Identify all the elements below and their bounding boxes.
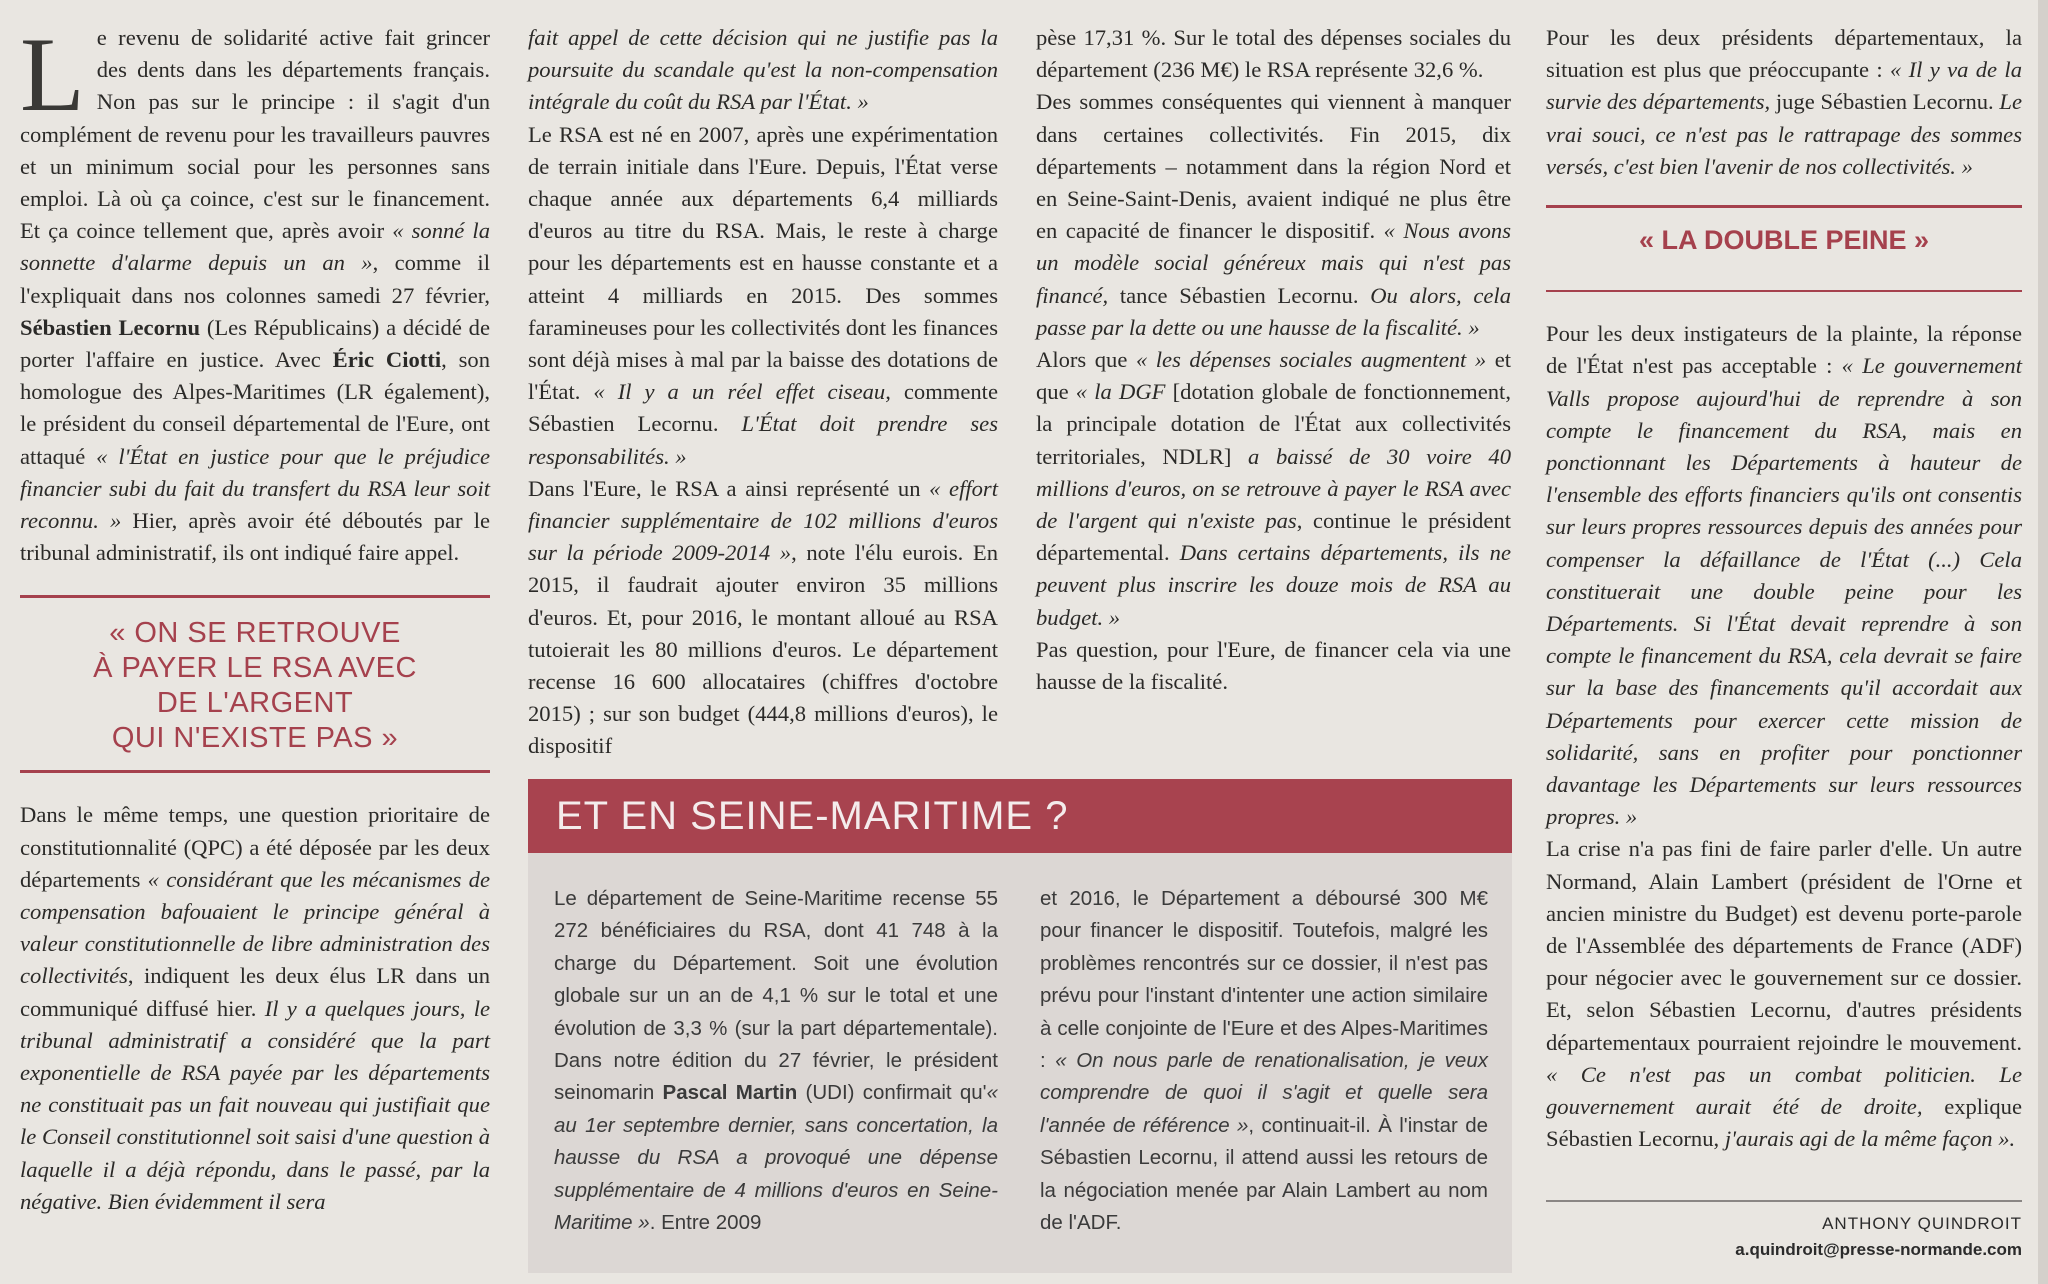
- box-paragraph: [554, 883, 998, 1239]
- person-name: Sébastien Lecornu: [20, 314, 201, 340]
- quote: « Nous avons un modèle social généreux mais qui n'est pas financé,: [1036, 218, 1511, 308]
- text-run: , note l'élu eurois. En 2015, il faudrait ajouter environ 35 millions d'euros. Et, pour 2016, le montant alloué au RSA tutoierait les 80 millions d'euros. Le département recense 16 600 allocataires (chiffres d'octobre 2015) ; sur son budget (444,8 millions d'euros), le dispositif: [528, 540, 998, 759]
- text-run: (Les Républicains) a décidé de porter l'affaire en justice. Avec: [20, 314, 490, 373]
- pull-quote-line: QUI N'EXISTE PAS »: [111, 722, 399, 755]
- sidebar-box-column-2: [1040, 883, 1488, 1239]
- article-paragraph: [528, 473, 998, 763]
- text-run: Alors que: [1036, 347, 1136, 373]
- text-run: Hier, après avoir été déboutés par le tribunal administratif, ils ont indiqué faire appel.: [20, 508, 490, 566]
- quote: Il y a quelques jours, le tribunal administratif a considéré que la part exponentielle de RSA payée par les départements ne constituait pas un fait nouveau qui justifiait que le Conseil constitutionnel soit saisi d'une question à laquelle il a déjà répondu, dans le passé, par la négative. Bien évidemment il sera: [20, 995, 490, 1214]
- text-run: . Entre 2009: [649, 1211, 762, 1235]
- person-name: Éric Ciotti: [332, 347, 442, 373]
- box-paragraph: [1040, 883, 1488, 1239]
- text-run: (UDI) confirmait qu': [797, 1081, 987, 1105]
- text-run: Dans l'Eure, le RSA a ainsi représenté un: [528, 475, 930, 501]
- section-subhead: « LA DOUBLE PEINE »: [1546, 205, 2022, 292]
- text-run: e revenu de solidarité active fait grincer des dents dans les départements français. Non pas sur le principe : il s'agit d'un complément de revenu pour les travailleurs pauvres et un minimum social pour les personnes sans emploi. Là où ça coince, c'est sur le financement. Et ça coince tellement que, après avoir: [20, 25, 490, 244]
- article-paragraph: [528, 119, 998, 473]
- text-run: Pour les deux instigateurs de la plainte, la réponse de l'État n'est pas acceptable :: [1546, 321, 2022, 379]
- quote: Le vrai souci, ce n'est pas le rattrapage des sommes versés, c'est bien l'avenir de nos collectivités. »: [1546, 89, 2022, 179]
- text-run: Des sommes conséquentes qui viennent à manquer dans certaines collectivités. Fin 2015, dix départements – notamment dans la région Nord et en Seine-Saint-Denis, avaient indiqué ne plus être en capacité de financer le dispositif.: [1036, 89, 1511, 244]
- sidebar-box: [528, 853, 1512, 1273]
- text-run: , continuait-il. À l'instar de Sébastien Lecornu, il attend aussi les retours de la négociation menée par Alain Lambert au nom de l'ADF.: [1040, 1113, 1489, 1235]
- text-run: , continue le président départemental.: [1036, 508, 1511, 566]
- text-run: tance Sébastien Lecornu.: [1108, 282, 1371, 308]
- text-run: [dotation globale de fonctionnement, la principale dotation de l'État aux collectivités territoriales, NDLR]: [1036, 379, 1511, 469]
- article-paragraph: [20, 799, 490, 1218]
- article-paragraph: pèse 17,31 %. Sur le total des dépenses sociales du département (236 M€) le RSA représente 32,6 %.: [1036, 25, 1511, 83]
- pull-quote-line: « ON SE RETROUVE: [109, 617, 401, 650]
- text-run: juge Sébastien Lecornu.: [1770, 89, 2000, 115]
- quote: « les dépenses sociales augmentent »: [1135, 347, 1487, 373]
- article-column-3: [1036, 22, 1511, 698]
- article-paragraph: [1036, 86, 1511, 344]
- quote: « Le gouvernement Valls propose aujourd'hui de reprendre à son compte le financement du RSA, mais en ponctionnant les Départements à hauteur de l'ensemble des efforts financiers qu'ils ont consentis sur leurs propres ressources depuis des années pour compenser la défaillance de l'État (...) Cela constituerait une double peine pour les Départements. Si l'État devait reprendre à son compte le financement du RSA, cela devrait se faire sur la base des financements qu'il accordait aux Départements pour exercer cette mission de solidarité, sans en profiter pour ponctionner davantage les Départements sur leurs ressources propres. »: [1546, 353, 2022, 830]
- text-run: La crise n'a pas fini de faire parler d'elle. Un autre Normand, Alain Lambert (président de l'Orne et ancien ministre du Budget) est devenu porte-parole de l'Assemblée des départements de France (ADF) pour négocier avec le gouvernement sur ce dossier. Et, selon Sébastien Lecornu, d'autres présidents départementaux pourraient rejoindre le mouvement.: [1546, 836, 2022, 1055]
- article-paragraph: [1546, 833, 2022, 1155]
- quote: « la DGF: [1075, 379, 1166, 405]
- quote: j'aurais agi de la même façon ».: [1724, 1126, 2016, 1152]
- article-paragraph: Pas question, pour l'Eure, de financer cela via une hausse de la fiscalité.: [1036, 636, 1511, 695]
- pull-quote-line: À PAYER LE RSA AVEC: [93, 652, 417, 685]
- article-paragraph: [1546, 318, 2022, 833]
- quote: « Il y a un réel effet ciseau,: [593, 379, 891, 405]
- quote: L'État doit prendre ses responsabilités. »: [528, 411, 998, 469]
- paper-edge: [2038, 0, 2048, 1284]
- text-run: Le RSA est né en 2007, après une expérimentation de terrain initiale dans l'Eure. Depuis, l'État verse chaque année aux départements 6,4 milliards d'euros au titre du RSA. Mais, le reste à charge pour les départements est en hausse constante et a atteint 4 milliards en 2015. Des sommes faramineuses pour les collectivités dont les finances sont déjà mises à mal par la baisse des dotations de l'État.: [528, 121, 998, 405]
- pull-quote: [20, 595, 490, 773]
- quote: « effort financier supplémentaire de 102 millions d'euros sur la période 2009-2014 »: [528, 475, 998, 566]
- article-paragraph: [20, 16, 490, 569]
- person-name: Pascal Martin: [662, 1081, 798, 1105]
- text-run: Le département de Seine-Maritime recense 55 272 bénéficiaires du RSA, dont 41 748 à la charge du Département. Soit une évolution globale sur un an de 4,1 % sur le total et une évolution de 3,3 % (sur la part départementale). Dans notre édition du 27 février, le président seinomarin: [554, 887, 998, 1105]
- article-column-1: [20, 16, 490, 1218]
- text-run: Dans le même temps, une question prioritaire de constitutionnalité (QPC) a été déposée par les deux départements: [20, 802, 490, 892]
- sidebar-box-title: ET EN SEINE-MARITIME ?: [528, 779, 1512, 853]
- article-column-2: [528, 22, 998, 763]
- quote: « au 1er septembre dernier, sans concertation, la hausse du RSA a provoqué une dépense supplémentaire de 4 millions d'euros en Seine-Maritime »: [554, 1081, 999, 1235]
- quote: « considérant que les mécanismes de compensation bafouaient le principe général à valeur constitutionnelle de libre administration des collectivités: [20, 866, 490, 989]
- quote: Dans certains départements, ils ne peuvent plus inscrire les douze mois de RSA au budget. »: [1036, 540, 1511, 630]
- quote: « sonné la sonnette d'alarme depuis un an »: [20, 218, 490, 276]
- sidebar-box-column-1: [554, 883, 998, 1239]
- text-run: explique Sébastien Lecornu,: [1546, 1094, 2022, 1152]
- quote: « Il y va de la survie des départements,: [1546, 57, 2022, 115]
- text-run: et que: [1036, 347, 1511, 405]
- article-paragraph: [1546, 22, 2022, 183]
- quote: Ou alors, cela passe par la dette ou une hausse de la fiscalité. »: [1036, 282, 1511, 340]
- text-run: et 2016, le Département a déboursé 300 M€ pour financer le dispositif. Toutefois, malgré les problèmes rencontrés sur ce dossier, il n'est pas prévu pour l'instant d'intenter une action similaire à celle conjointe de l'Eure et des Alpes-Maritimes :: [1040, 887, 1488, 1073]
- quote: « l'État en justice pour que le préjudice financier subi du fait du transfert du RSA leur soit reconnu. »: [20, 443, 490, 534]
- text-run: Pour les deux présidents départementaux, la situation est plus que préoccupante :: [1546, 25, 2022, 83]
- quote: « Ce n'est pas un combat politicien. Le gouvernement aurait été de droite,: [1546, 1061, 2022, 1120]
- text-run: , son homologue des Alpes-Maritimes (LR également), le président du conseil départemental de l'Eure, ont attaqué: [20, 347, 490, 469]
- author-email: a.quindroit@presse-normande.com: [1735, 1240, 2022, 1259]
- text-run: , indiquent les deux élus LR dans un communiqué diffusé hier.: [20, 963, 490, 1021]
- text-run: commente Sébastien Lecornu.: [528, 379, 998, 437]
- article-column-4: [1546, 22, 2022, 1156]
- quote: fait appel de cette décision qui ne justifie pas la poursuite du scandale qu'est la non-compensation intégrale du coût du RSA par l'État. »: [528, 25, 998, 115]
- text-run: , comme il l'expliquait dans nos colonnes samedi 27 février,: [20, 250, 490, 308]
- quote: « On nous parle de renationalisation, je veux comprendre de quoi il s'agit et quelle sera l'année de référence »: [1040, 1049, 1488, 1137]
- quote: a baissé de 30 voire 40 millions d'euros, on se retrouve à payer le RSA avec de l'argent qui n'existe pas: [1036, 443, 1511, 534]
- pull-quote-line: DE L'ARGENT: [156, 687, 354, 720]
- author-byline: ANTHONY QUINDROIT: [1546, 1200, 2022, 1234]
- drop-cap: L: [20, 16, 85, 133]
- article-paragraph: [1036, 344, 1511, 634]
